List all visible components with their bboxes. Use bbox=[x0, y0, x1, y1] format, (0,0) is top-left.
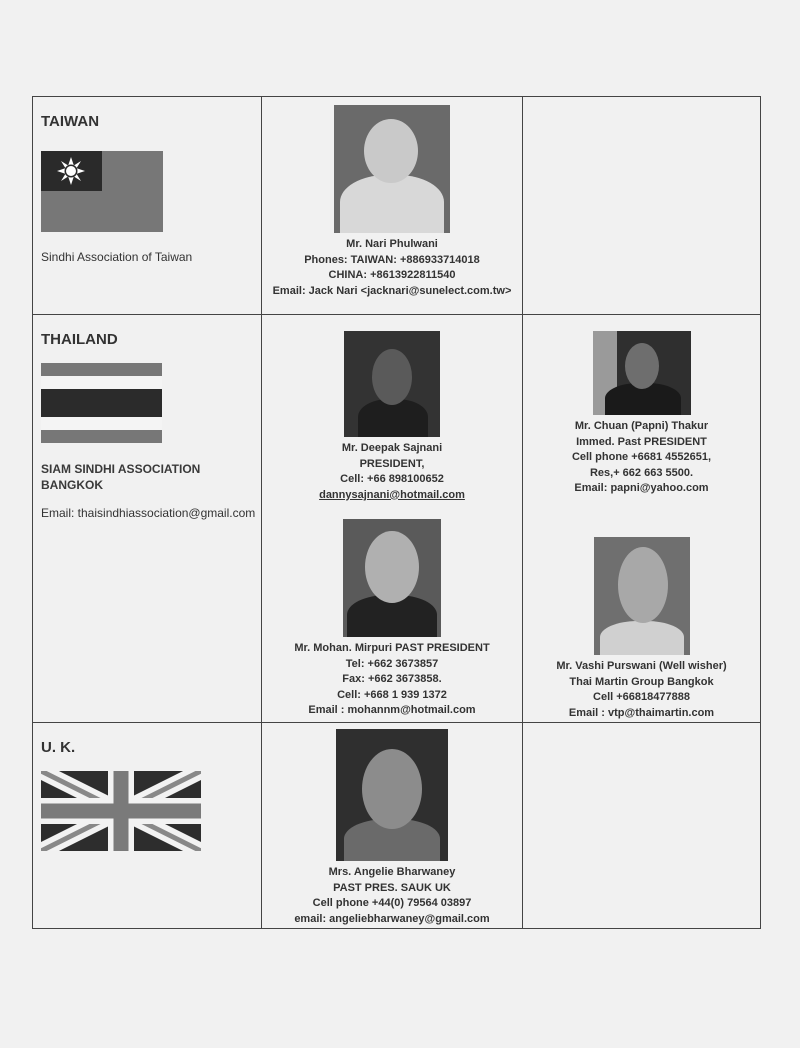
china-phone-nari: CHINA: +8613922811540 bbox=[328, 269, 456, 282]
person-nari bbox=[262, 105, 522, 299]
caption-chuan bbox=[523, 419, 760, 497]
title-angelie: PAST PRES. SAUK UK bbox=[333, 881, 451, 894]
caption-mohan bbox=[262, 641, 522, 719]
name-nari: Mr. Nari Phulwani bbox=[346, 238, 438, 250]
country-title-taiwan: TAIWAN bbox=[41, 113, 100, 130]
taiwan-person-cell bbox=[262, 97, 523, 315]
cell-angelie: Cell phone +44(0) 79564 03897 bbox=[312, 897, 472, 910]
person-vashi bbox=[523, 537, 760, 721]
country-title-thailand: THAILAND bbox=[41, 331, 118, 348]
uk-empty-cell bbox=[523, 723, 761, 929]
cell-mohan: Cell: +668 1 939 1372 bbox=[337, 688, 447, 701]
thailand-row bbox=[33, 315, 761, 723]
phones-nari: Phones: TAIWAN: +886933714018 bbox=[304, 253, 480, 266]
caption-deepak bbox=[262, 441, 522, 503]
taiwan-info-cell bbox=[33, 97, 262, 315]
uk-info-cell bbox=[33, 723, 262, 929]
photo-angelie bbox=[336, 729, 448, 861]
cell-chuan: Cell phone +6681 4552651, bbox=[571, 451, 712, 464]
thailand-persons-cell-1 bbox=[262, 315, 523, 723]
org-line2-thailand: BANGKOK bbox=[41, 478, 103, 493]
photo-deepak bbox=[344, 331, 440, 437]
uk-row bbox=[33, 723, 761, 929]
caption-nari bbox=[262, 237, 522, 299]
title-chuan: Immed. Past PRESIDENT bbox=[576, 435, 707, 448]
association-table bbox=[32, 96, 761, 929]
thailand-flag-icon bbox=[41, 363, 162, 443]
name-chuan: Mr. Chuan (Papni) Thakur bbox=[574, 420, 709, 432]
uk-flag-icon bbox=[41, 771, 201, 851]
taiwan-flag-icon bbox=[41, 151, 163, 232]
thailand-info-cell bbox=[33, 315, 262, 723]
person-chuan bbox=[523, 331, 760, 497]
cell-deepak: Cell: +66 898100652 bbox=[340, 473, 444, 486]
uk-person-cell bbox=[262, 723, 523, 929]
taiwan-row bbox=[33, 97, 761, 315]
title-deepak: PRESIDENT, bbox=[359, 457, 425, 470]
thailand-persons-cell-2 bbox=[523, 315, 761, 723]
caption-angelie bbox=[262, 865, 522, 927]
name-vashi: Mr. Vashi Purswani (Well wisher) bbox=[556, 660, 727, 672]
cell-vashi: Cell +66818477888 bbox=[593, 691, 690, 704]
res-chuan: Res,+ 662 663 5500. bbox=[589, 466, 694, 479]
person-deepak bbox=[262, 331, 522, 503]
org-name-thailand bbox=[41, 461, 200, 493]
caption-vashi bbox=[523, 659, 760, 721]
org-line1-thailand: SIAM SINDHI ASSOCIATION bbox=[41, 462, 201, 476]
country-title-uk: U. K. bbox=[41, 739, 76, 756]
name-angelie: Mrs. Angelie Bharwaney bbox=[328, 866, 456, 878]
company-vashi: Thai Martin Group Bangkok bbox=[569, 675, 714, 688]
fax-mohan: Fax: +662 3673858. bbox=[342, 673, 442, 686]
photo-nari bbox=[334, 105, 450, 233]
name-mohan: Mr. Mohan. Mirpuri PAST PRESIDENT bbox=[294, 642, 490, 654]
photo-mohan bbox=[343, 519, 441, 637]
photo-chuan bbox=[593, 331, 691, 415]
person-mohan bbox=[262, 519, 522, 719]
person-angelie bbox=[262, 729, 522, 927]
org-name-taiwan: Sindhi Association of Taiwan bbox=[41, 250, 193, 264]
email-nari: Email: Jack Nari <jacknari@sunelect.com.tw> bbox=[272, 284, 512, 297]
email-thailand-association: Email: thaisindhiassociation@gmail.com bbox=[41, 506, 256, 520]
email-mohan: Email : mohannm@hotmail.com bbox=[308, 704, 476, 717]
name-deepak: Mr. Deepak Sajnani bbox=[341, 442, 443, 454]
tel-mohan: Tel: +662 3673857 bbox=[345, 657, 439, 670]
taiwan-empty-cell bbox=[523, 97, 761, 315]
email-vashi: Email : vtp@thaimartin.com bbox=[568, 706, 715, 719]
email-angelie: email: angeliebharwaney@gmail.com bbox=[294, 912, 490, 925]
email-deepak[interactable]: dannysajnani@hotmail.com bbox=[319, 488, 465, 501]
photo-vashi bbox=[594, 537, 690, 655]
email-chuan: Email: papni@yahoo.com bbox=[574, 482, 709, 495]
